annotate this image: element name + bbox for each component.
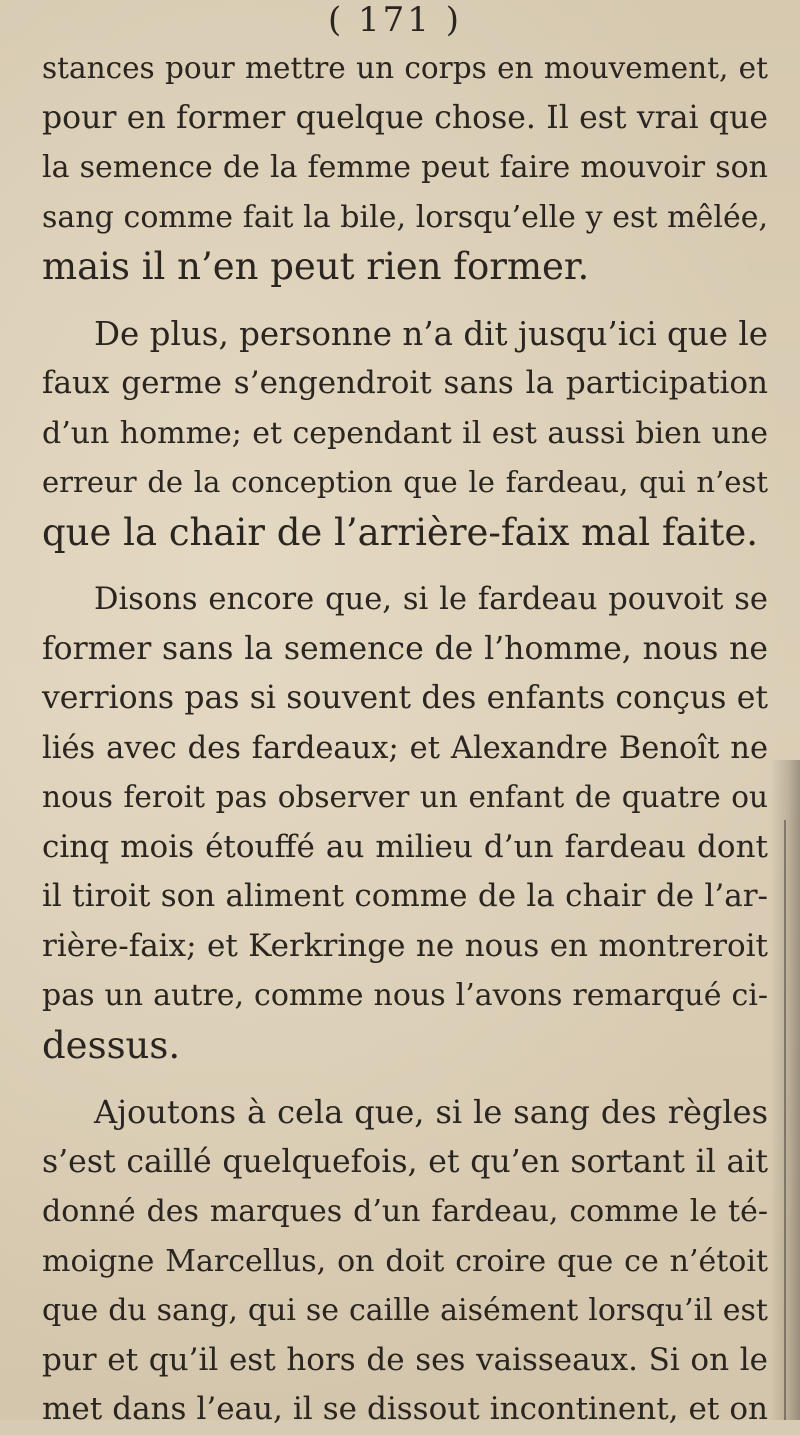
text-line: la semence de la femme peut faire mouvoir son	[42, 150, 768, 185]
paragraph-3	[42, 575, 768, 1070]
text-line: stances pour mettre un corps en mouvement, et	[42, 51, 768, 85]
text-line: Disons encore que, si le fardeau pouvoit se	[94, 582, 768, 617]
text-line: pur et qu’il est hors de ses vaisseaux. Si on le	[42, 1341, 768, 1378]
text-line: liés avec des fardeaux; et Alexandre Benoît ne	[42, 730, 768, 766]
text-line: De plus, personne n’a dit jusqu’ici que le	[94, 314, 768, 353]
text-line: Ajoutons à cela que, si le sang des règles	[94, 1093, 768, 1131]
text-line: il tiroit son aliment comme de la chair de l’ar-	[42, 878, 768, 914]
text-line: cinq mois étouffé au milieu d’un fardeau dont	[42, 828, 768, 865]
page-number: ( 171 )	[327, 0, 463, 40]
text-line: d’un homme; et cependant il est aussi bien une	[42, 415, 768, 451]
text-line: met dans l’eau, il se dissout incontinent, et on	[42, 1391, 768, 1427]
paragraph-4	[42, 1088, 768, 1435]
text-line: que du sang, qui se caille aisément lorsqu’il est	[42, 1293, 768, 1328]
text-line: nous feroit pas observer un enfant de quatre ou	[42, 780, 768, 814]
text-line: dessus.	[42, 1023, 181, 1067]
body-text	[42, 44, 768, 1435]
paragraph-2	[42, 310, 768, 558]
text-line: pour en former quelque chose. Il est vrai que	[42, 99, 768, 136]
text-line: rière-faix; et Kerkringe ne nous en montreroit	[42, 927, 768, 964]
text-line: s’est caillé quelquefois, et qu’en sortant il ait	[42, 1143, 768, 1180]
paragraph-1	[42, 44, 768, 292]
text-line: donné des marques d’un fardeau, comme le té-	[42, 1194, 768, 1229]
text-line: verrions pas si souvent des enfants conçus et	[42, 680, 768, 716]
text-line: mais il n’en peut rien former.	[42, 245, 590, 288]
text-line: que la chair de l’arrière-faix mal faite.	[42, 510, 758, 554]
text-line: moigne Marcellus, on doit croire que ce n’étoit	[42, 1243, 768, 1279]
text-line: former sans la semence de l’homme, nous ne	[42, 630, 768, 667]
text-line: sang comme fait la bile, lorsqu’elle y est mêlée,	[42, 199, 768, 235]
text-line: erreur de la conception que le fardeau, qui n’est	[42, 465, 768, 499]
text-line: faux germe s’engendroit sans la participation	[42, 365, 768, 401]
page-edge-line	[784, 820, 786, 1420]
text-line: pas un autre, comme nous l’avons remarqué ci-	[42, 978, 768, 1013]
